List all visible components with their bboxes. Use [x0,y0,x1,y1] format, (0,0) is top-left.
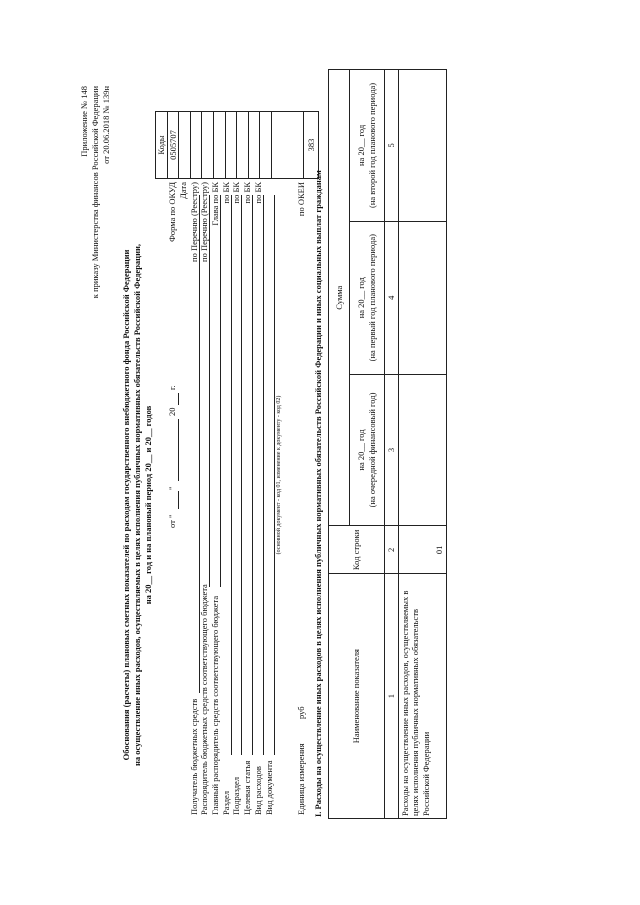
column-number-2: 2 [385,526,399,574]
section-code [225,112,237,179]
form-label-section: по БК [221,182,231,204]
section-1-title: I. Расходы на осуществление иных расходов в целях исполнения публичных нормативных обязательств Российской Федерации и иных социальных выплат гражданам [313,170,323,817]
okei-code: 383 [303,112,318,179]
field-line-section[interactable] [231,195,232,755]
header-sum: Сумма [329,70,350,526]
form-label-okud: Форма по ОКУД [167,182,177,242]
date-month-line [178,419,179,481]
form-label-chapter: Глава по БК [210,182,220,226]
registry-code-2 [202,112,214,179]
column-number-5: 5 [385,70,399,222]
column-number-4: 4 [385,221,399,374]
date-year-suffix: г. [167,385,177,390]
field-line-document-type[interactable] [274,195,275,755]
header-year-3-line: на 20__ год [356,124,367,166]
field-label-recipient: Получатель бюджетных средств [189,698,199,815]
field-label-subsection: Подраздел [231,776,241,815]
field-label-section: Раздел [221,790,231,815]
header-year-2 [350,221,385,374]
form-title-line-1: Обоснования (расчеты) плановых сметных показателей по расходам государственного внебюджетного фонда Российской Федерации [121,249,131,761]
row-1-sum-year-2[interactable] [398,221,446,374]
date-code [179,112,191,179]
appendix-line-2: к приказу Министерства финансов Российской Федерации [90,86,100,299]
header-year-2-desc: (на первый год планового периода) [367,234,377,362]
okud-code: 0505707 [167,112,179,179]
row-1-sum-year-3[interactable] [398,70,446,222]
field-label-distributor: Распорядитель бюджетных средств соответствующего бюджета [199,584,209,815]
header-year-3 [350,70,385,222]
chapter-code [213,112,225,179]
target-item-code [248,112,260,179]
document-type-note: (основной документ - код 01, изменение к документу - код 02) [276,395,282,555]
form-label-expense-type: по БК [253,182,263,204]
form-title-line-3: на 20__ год и на плановый период 20__ и 20__ годов [143,405,153,605]
unit-label: Единица измерения [296,743,306,815]
form-label-date: Дата [178,182,188,199]
expense-type-code [260,112,272,179]
form-label-registry-1: по Перечню (Реестру) [189,182,199,262]
field-label-target-item: Целевая статья [242,760,252,815]
appendix-line-1: Приложение № 148 [79,86,89,157]
header-year-1-desc: (на очередной финансовый год) [367,392,377,508]
header-year-2-line: на 20__ год [356,277,367,319]
header-indicator-name: Наименование показателя [329,574,385,819]
unit-value: руб [296,706,306,719]
appendix-line-3: от 20.06.2018 № 139н [101,86,111,164]
form-label-subsection: по БК [231,182,241,204]
field-line-distributor[interactable] [209,195,210,587]
date-year-prefix: 20 [167,407,177,416]
column-number-1: 1 [385,574,399,819]
form-label-registry-2: по Перечню (Реестру) [199,182,209,262]
table-row [398,70,446,819]
row-1-name: Расходы на осуществление иных расходов, осуществляемых в целях исполнения публичных нормативных обязательств Российской Федерации [398,574,446,819]
registry-code-1 [190,112,202,179]
form-label-okei: по ОКЕИ [296,182,306,217]
header-year-1 [350,374,385,526]
date-quote: " [167,486,177,490]
form-label-target-item: по БК [242,182,252,204]
date-day-line [178,491,179,509]
header-row-code: Код строки [329,526,385,574]
field-label-main-distributor: Главный распорядитель средств соответствующего бюджета [210,595,220,815]
form-title-line-2: на осуществление иных расходов, осуществляемых в целях исполнения публичных нормативных обязательств Российской Федерации, [132,243,142,767]
date-year-line [178,393,179,405]
field-line-target-item[interactable] [252,195,253,755]
header-year-1-line: на 20__ год [356,429,367,471]
field-line-expense-type[interactable] [263,195,264,755]
expense-table [328,69,447,819]
field-label-expense-type: Вид расходов [253,766,263,815]
codes-header: Коды [156,112,168,179]
column-number-3: 3 [385,374,399,526]
field-label-document-type: Вид документа [264,760,274,815]
field-line-main-distributor[interactable] [220,195,221,587]
field-line-subsection[interactable] [241,195,242,755]
subsection-code [237,112,249,179]
row-1-code: 01 [398,526,446,574]
document-type-code [271,112,303,179]
date-from: от " [167,514,177,528]
header-year-3-desc: (на второй год планового периода) [367,82,377,208]
codes-box [155,111,319,179]
row-1-sum-year-1[interactable] [398,374,446,526]
